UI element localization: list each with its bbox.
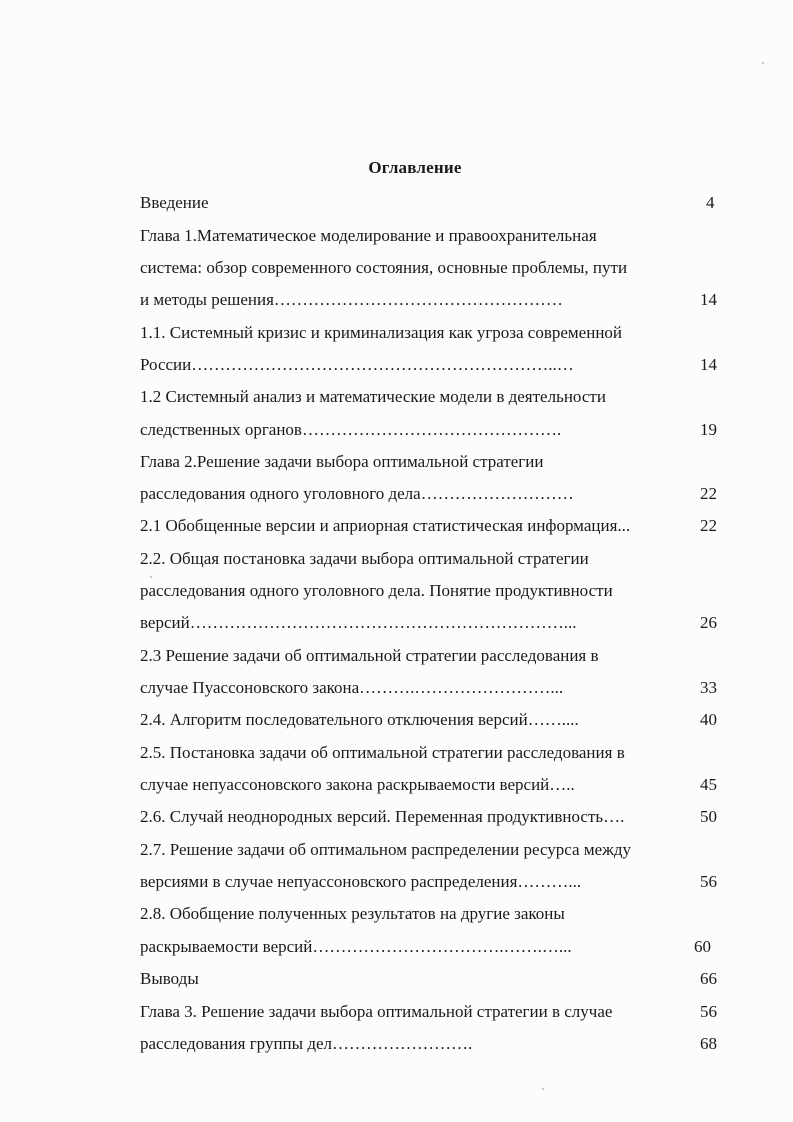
toc-page-number: 33 xyxy=(700,678,717,697)
toc-entry-line: расследования одного уголовного дела. Понятие продуктивности xyxy=(140,581,613,600)
toc-entry-line: 2.6. Случай неоднородных версий. Переменная продуктивность…. xyxy=(140,807,625,826)
toc-page-number: 68 xyxy=(700,1034,717,1053)
toc-entry-line: случае Пуассоновского закона……….……………………... xyxy=(140,678,564,697)
scan-speck xyxy=(762,62,764,64)
toc-entry-line: случае непуассоновского закона раскрываемости версий….. xyxy=(140,775,575,794)
toc-page-number: 50 xyxy=(700,807,717,826)
toc-page-number: 4 xyxy=(706,193,715,212)
toc-entry-line: 2.2. Общая постановка задачи выбора оптимальной стратегии xyxy=(140,549,589,568)
toc-page-number: 45 xyxy=(700,775,717,794)
toc-entry-line: Глава 1.Математическое моделирование и правоохранительная xyxy=(140,226,597,245)
toc-entry-line: России………………………………………………………..… xyxy=(140,355,574,374)
toc-entry-line: 2.4. Алгоритм последовательного отключения версий…….... xyxy=(140,710,579,729)
toc-entry-line: Выводы xyxy=(140,969,199,988)
toc-entry-line: версий…………………………………………………………... xyxy=(140,613,577,632)
scan-speck xyxy=(150,576,152,578)
toc-page-number: 40 xyxy=(700,710,717,729)
toc-entry-line: Глава 3. Решение задачи выбора оптимальной стратегии в случае xyxy=(140,1002,613,1021)
toc-entry-line: версиями в случае непуассоновского распределения………... xyxy=(140,872,582,891)
toc-page-number: 19 xyxy=(700,420,717,439)
toc-entry-line: расследования группы дел……………………. xyxy=(140,1034,473,1053)
toc-page-number: 60 xyxy=(694,937,711,956)
toc-page-number: 56 xyxy=(700,872,717,891)
toc-page-number: 56 xyxy=(700,1002,717,1021)
toc-entry-line: 2.3 Решение задачи об оптимальной стратегии расследования в xyxy=(140,646,599,665)
toc-entry-line: раскрываемости версий…………………………….…….…... xyxy=(140,937,572,956)
toc-page-number: 22 xyxy=(700,516,717,535)
toc-entry-line: Введение xyxy=(140,193,209,212)
toc-entry-line: 2.8. Обобщение полученных результатов на другие законы xyxy=(140,904,565,923)
toc-entry-line: расследования одного уголовного дела……………………… xyxy=(140,484,574,503)
toc-page-number: 26 xyxy=(700,613,717,632)
toc-title: Оглавление xyxy=(368,158,462,177)
toc-entry-line: 2.7. Решение задачи об оптимальном распределении ресурса между xyxy=(140,840,632,859)
scan-speck xyxy=(542,1088,544,1090)
toc-page-number: 14 xyxy=(700,290,717,309)
toc-entry-line: 2.1 Обобщенные версии и априорная статистическая информация... xyxy=(140,516,631,535)
toc-entry-line: 2.5. Постановка задачи об оптимальной стратегии расследования в xyxy=(140,743,625,762)
toc-page-number: 66 xyxy=(700,969,717,988)
toc-page-number: 22 xyxy=(700,484,717,503)
toc-entry-line: следственных органов………………………………………. xyxy=(140,420,562,439)
toc-entry-line: 1.1. Системный кризис и криминализация как угроза современной xyxy=(140,323,623,342)
toc-entry-line: 1.2 Системный анализ и математические модели в деятельности xyxy=(140,387,606,406)
toc-entry-line: и методы решения…………………………………………… xyxy=(140,290,563,309)
toc-entry-line: Глава 2.Решение задачи выбора оптимальной стратегии xyxy=(140,452,544,471)
toc-entry-line: система: обзор современного состояния, основные проблемы, пути xyxy=(140,258,628,277)
toc-page-number: 14 xyxy=(700,355,717,374)
